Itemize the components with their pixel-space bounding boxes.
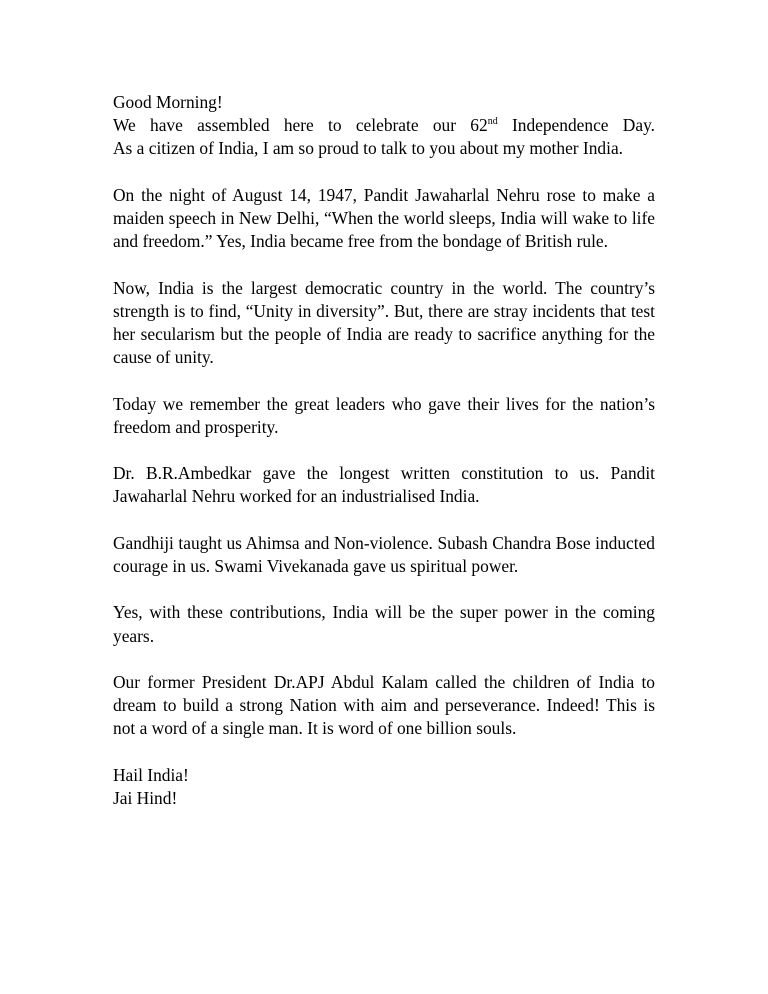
greeting: Good Morning! [113, 92, 223, 112]
closing-line-hail-india: Hail India! [113, 764, 189, 785]
ordinal-suffix: nd [487, 116, 498, 128]
intro-rest: As a citizen of India, I am so proud to talk to you about my mother India. [113, 138, 624, 159]
intro-first-line [113, 114, 655, 137]
intro-text-after-ordinal: Independence Day. [497, 115, 655, 136]
intro-text-before-ordinal: We have assembled here to celebrate our 62 [113, 115, 488, 136]
closing-paragraph [113, 764, 655, 810]
paragraph-nehru-speech: On the night of August 14, 1947, Pandit Jawaharlal Nehru rose to make a maiden speech in New Delhi, “When the world sleeps, India will wake to life and freedom.” Yes, India became free from the bondage of British rule. [113, 184, 655, 252]
paragraph-remember-leaders: Today we remember the great leaders who gave their lives for the nation’s freedom and prosperity. [113, 393, 655, 437]
paragraph-kalam: Our former President Dr.APJ Abdul Kalam called the children of India to dream to build a strong Nation with aim and perseverance. Indeed! This is not a word of a single man. It is word of one billion souls. [113, 671, 655, 739]
paragraph-super-power: Yes, with these contributions, India will be the super power in the coming years. [113, 602, 655, 646]
paragraph-ambedkar: Dr. B.R.Ambedkar gave the longest written constitution to us. Pandit Jawaharlal Nehru worked for an industrialised India. [113, 463, 655, 507]
paragraph-gandhiji: Gandhiji taught us Ahimsa and Non-violence. Subash Chandra Bose inducted courage in us. Swami Vivekanada gave us spiritual power. [113, 532, 655, 576]
paragraph-democracy: Now, India is the largest democratic country in the world. The country’s strength is to find, “Unity in diversity”. But, there are stray incidents that test her secularism but the people of India are ready to sacrifice anything for the cause of unity. [113, 277, 655, 368]
opening-paragraph [113, 91, 655, 161]
closing-line-jai-hind: Jai Hind! [113, 787, 178, 808]
speech-document [113, 91, 655, 810]
